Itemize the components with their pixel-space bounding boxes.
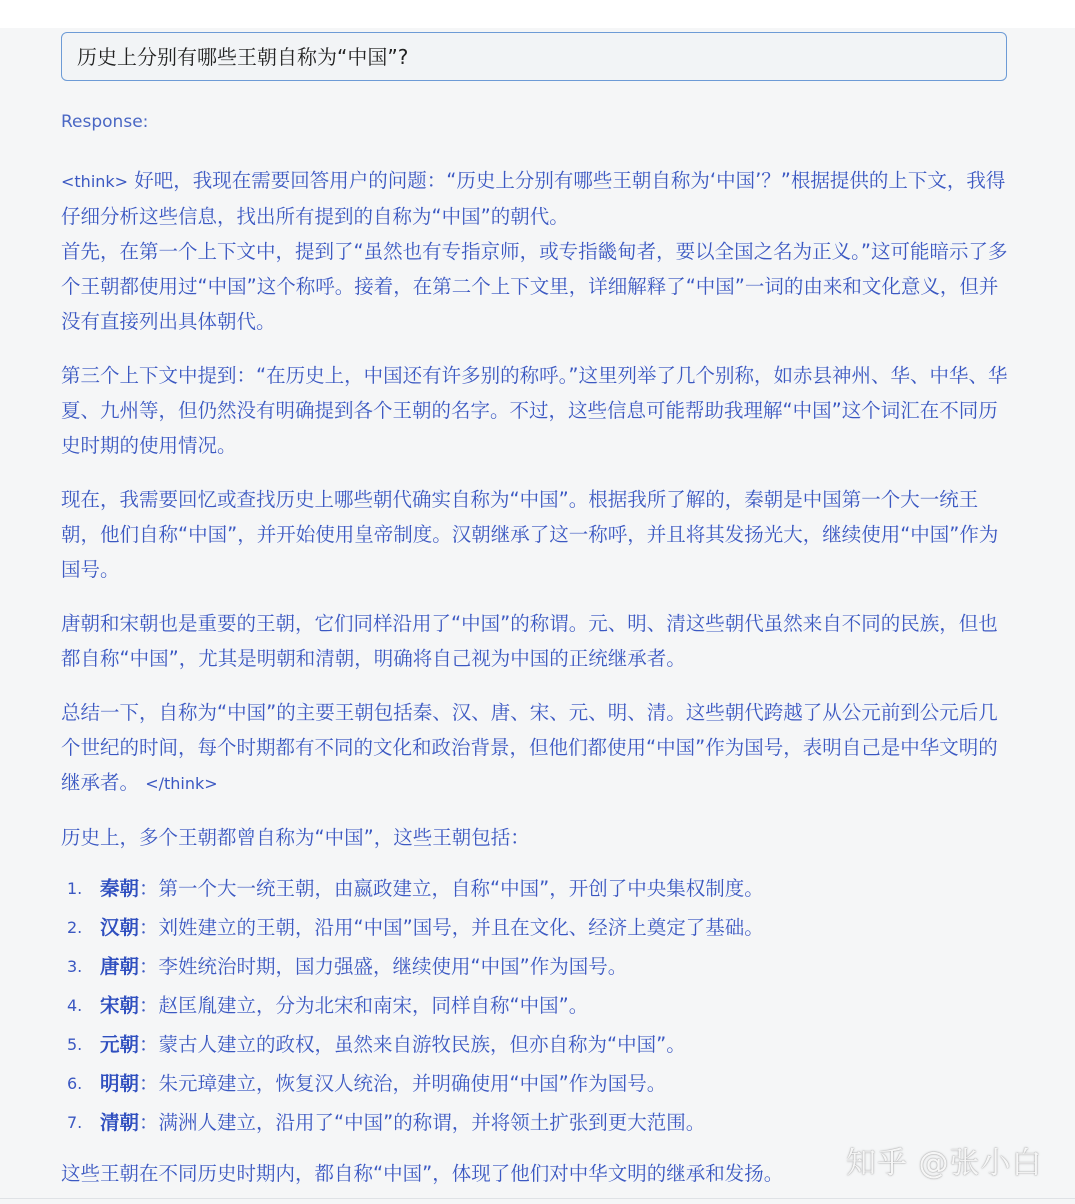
dynasty-desc: ：蒙古人建立的政权，虽然来自游牧民族，但亦自称为“中国”。 [139, 1033, 686, 1056]
list-item [61, 1064, 1013, 1103]
list-item [61, 869, 1013, 908]
list-number: 7. [67, 1113, 83, 1132]
dynasty-name: 明朝 [100, 1072, 140, 1095]
think-paragraph-1b: 首先，在第一个上下文中，提到了“虽然也有专指京师，或专指畿甸者，要以全国之名为正义。”这可能暗示了多个王朝都使用过“中国”这个称呼。接着，在第二个上下文里，详细解释了“中国”一词的由来和文化意义，但并没有直接列出具体朝代。 [61, 240, 1008, 333]
list-number: 5. [67, 1035, 83, 1054]
list-item [61, 947, 1013, 986]
list-item [61, 986, 1013, 1025]
dynasty-desc: ：满洲人建立，沿用了“中国”的称谓，并将领土扩张到更大范围。 [139, 1111, 706, 1134]
dynasty-desc: ：第一个大一统王朝，由嬴政建立，自称“中国”，开创了中央集权制度。 [139, 877, 764, 900]
think-open-tag: <think> [61, 172, 129, 191]
answer-intro: 历史上，多个王朝都曾自称为“中国”，这些王朝包括： [61, 826, 530, 849]
bottom-divider [0, 1198, 1075, 1199]
think-p1a-text: 好吧，我现在需要回答用户的问题：“历史上分别有哪些王朝自称为‘中国’？”根据提供的上下文，我得仔细分析这些信息，找出所有提到的自称为“中国”的朝代。 [61, 169, 1006, 228]
think-paragraph-3: 现在，我需要回忆或查找历史上哪些朝代确实自称为“中国”。根据我所了解的，秦朝是中国第一个大一统王朝，他们自称“中国”，并开始使用皇帝制度。汉朝继承了这一称呼，并且将其发扬光大，继续使用“中国”作为国号。 [61, 488, 999, 581]
dynasty-name: 清朝 [100, 1111, 140, 1134]
query-text: 历史上分别有哪些王朝自称为“中国”? [77, 45, 409, 69]
think-paragraph-1a [61, 163, 1013, 234]
dynasty-desc: ：赵匡胤建立，分为北宋和南宋，同样自称“中国”。 [139, 994, 589, 1017]
think-paragraph-5 [61, 695, 1013, 801]
response-label: Response: [61, 112, 149, 132]
list-item [61, 1025, 1013, 1064]
think-paragraph-2: 第三个上下文中提到：“在历史上，中国还有许多别的称呼。”这里列举了几个别称，如赤县神州、华、中华、华夏、九州等，但仍然没有明确提到各个王朝的名字。不过，这些信息可能帮助我理解“中国”这个词汇在不同历史时期的使用情况。 [61, 364, 1008, 457]
dynasty-name: 汉朝 [100, 916, 140, 939]
list-number: 6. [67, 1074, 83, 1093]
think-paragraph-4: 唐朝和宋朝也是重要的王朝，它们同样沿用了“中国”的称谓。元、明、清这些朝代虽然来自不同的民族，但也都自称“中国”，尤其是明朝和清朝，明确将自己视为中国的正统继承者。 [61, 612, 998, 670]
dynasty-desc: ：朱元璋建立，恢复汉人统治，并明确使用“中国”作为国号。 [139, 1072, 667, 1095]
list-item [61, 1103, 1013, 1142]
list-number: 3. [67, 957, 83, 976]
response-content [61, 110, 1013, 1191]
watermark: 知乎 @张小白 [846, 1146, 1043, 1181]
dynasty-desc: ：刘姓建立的王朝，沿用“中国”国号，并且在文化、经济上奠定了基础。 [139, 916, 764, 939]
list-number: 4. [67, 996, 83, 1015]
think-close-tag: </think> [145, 774, 218, 793]
query-box[interactable] [61, 32, 1007, 81]
list-number: 2. [67, 918, 83, 937]
list-item [61, 908, 1013, 947]
list-number: 1. [67, 879, 83, 898]
dynasty-name: 唐朝 [100, 955, 140, 978]
dynasty-name: 秦朝 [100, 877, 140, 900]
top-strip [0, 0, 1075, 28]
dynasty-list [61, 869, 1013, 1142]
think-p5-text: 总结一下，自称为“中国”的主要王朝包括秦、汉、唐、宋、元、明、清。这些朝代跨越了从公元前到公元后几个世纪的时间，每个时期都有不同的文化和政治背景，但他们都使用“中国”作为国号，表明自己是中华文明的继承者。 [61, 701, 998, 794]
conclusion: 这些王朝在不同历史时期内，都自称“中国”，体现了他们对中华文明的继承和发扬。 [61, 1162, 784, 1185]
dynasty-name: 宋朝 [100, 994, 140, 1017]
dynasty-desc: ：李姓统治时期，国力强盛，继续使用“中国”作为国号。 [139, 955, 628, 978]
dynasty-name: 元朝 [100, 1033, 140, 1056]
